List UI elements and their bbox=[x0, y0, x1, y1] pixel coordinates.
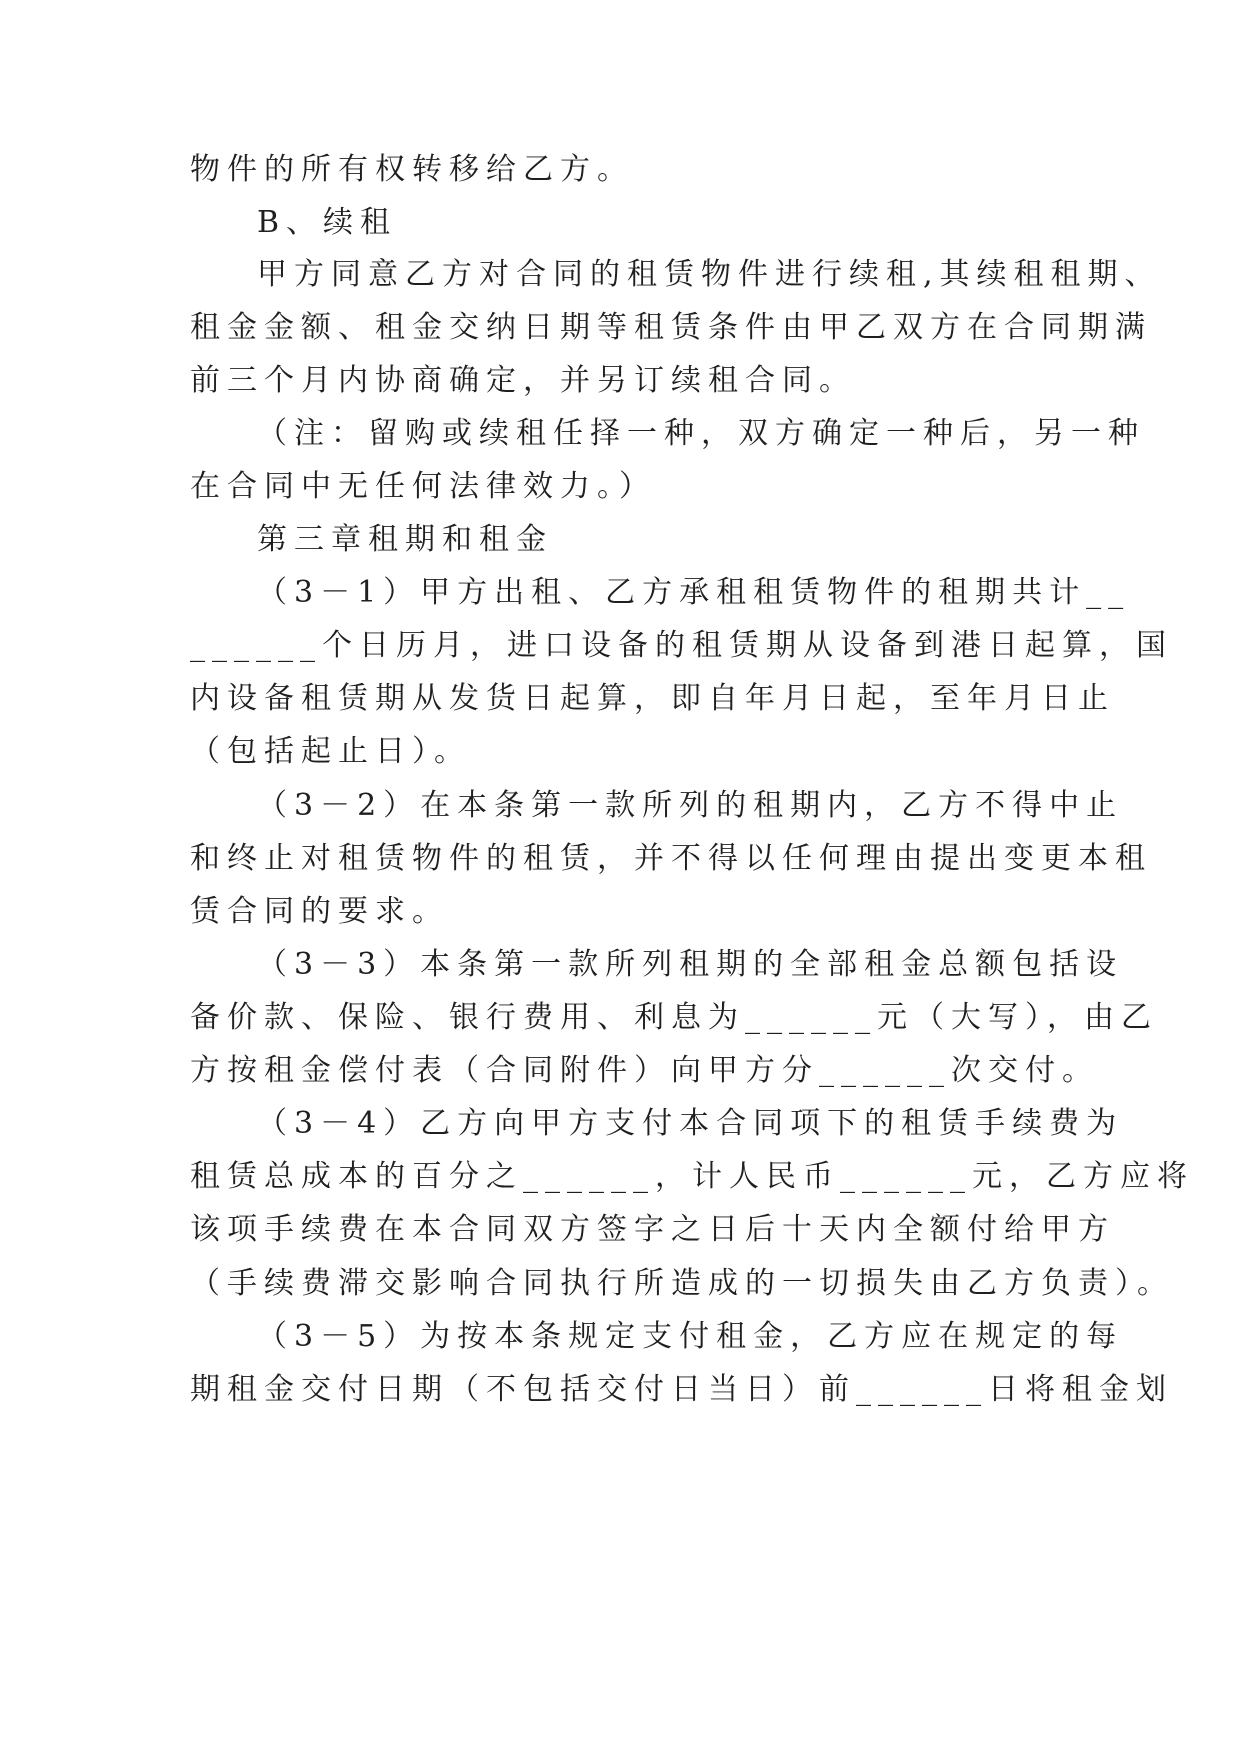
text-line-1: 物件的所有权转移给乙方。 bbox=[190, 152, 634, 187]
text-line-18: 方按租金偿付表（合同附件）向甲方分______次交付。 bbox=[190, 1053, 1099, 1088]
text-line-19: （3－4）乙方向甲方支付本合同项下的租赁手续费为 bbox=[257, 1106, 1124, 1141]
text-line-10: ______个日历月，进口设备的租赁期从设备到港日起算，国 bbox=[190, 628, 1173, 663]
text-line-21: 该项手续费在本合同双方签字之日后十天内全额付给甲方 bbox=[190, 1212, 1115, 1247]
text-line-2: B、续租 bbox=[257, 205, 398, 240]
text-line-17: 备价款、保险、银行费用、利息为______元（大写），由乙 bbox=[190, 1000, 1158, 1035]
text-line-9: （3－1）甲方出租、乙方承租租赁物件的租期共计__ bbox=[257, 575, 1131, 610]
text-line-5: 前三个月内协商确定，并另订续租合同。 bbox=[190, 363, 856, 398]
chapter-heading: 第三章租期和租金 bbox=[257, 522, 553, 557]
text-line-22: （手续费滞交影响合同执行所造成的一切损失由乙方负责）。 bbox=[190, 1266, 1174, 1301]
text-line-3: 甲方同意乙方对合同的租赁物件进行续租,其续租租期、 bbox=[257, 257, 1162, 292]
text-line-6: （注：留购或续租任择一种，双方确定一种后，另一种 bbox=[257, 416, 1145, 451]
text-line-14: 和终止对租赁物件的租赁，并不得以任何理由提出变更本租 bbox=[190, 841, 1152, 876]
text-line-4: 租金金额、租金交纳日期等租赁条件由甲乙双方在合同期满 bbox=[190, 310, 1152, 345]
text-line-15: 赁合同的要求。 bbox=[190, 894, 449, 929]
text-line-7: 在合同中无任何法律效力。） bbox=[190, 469, 656, 504]
text-line-13: （3－2）在本条第一款所列的租期内，乙方不得中止 bbox=[257, 788, 1124, 823]
text-line-12: （包括起止日）。 bbox=[190, 734, 471, 769]
text-line-24: 期租金交付日期（不包括交付日当日）前______日将租金划 bbox=[190, 1372, 1173, 1407]
text-line-20: 租赁总成本的百分之______，计人民币______元，乙方应将 bbox=[190, 1159, 1194, 1194]
text-line-23: （3－5）为按本条规定支付租金，乙方应在规定的每 bbox=[257, 1319, 1124, 1354]
text-line-11: 内设备租赁期从发货日起算，即自年月日起，至年月日止 bbox=[190, 681, 1115, 716]
text-line-16: （3－3）本条第一款所列租期的全部租金总额包括设 bbox=[257, 947, 1124, 982]
